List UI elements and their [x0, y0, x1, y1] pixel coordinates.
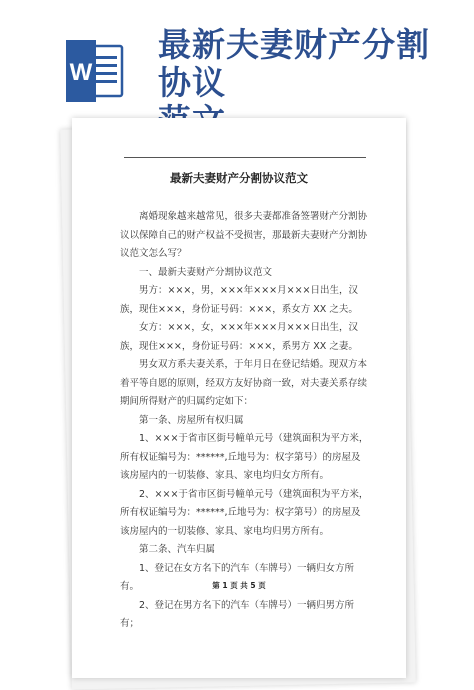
paragraph: 1、登记在女方名下的汽车（车牌号）一辆归女方所有。 — [120, 562, 355, 592]
paragraph: 女方：×××，女，×××年×××月×××日出生，汉族，现住×××，身份证号码：×××，系男方 XX 之妻。 — [120, 322, 359, 352]
paragraph: 男女双方系夫妻关系，于年月日在登记结婚。现双方本着平等自愿的原则，经双方友好协商一致，对夫妻关系存续期间所得财产的归属约定如下： — [120, 359, 368, 407]
word-icon — [66, 40, 124, 102]
paragraph: 第一条、房屋所有权归属 — [139, 414, 244, 426]
paragraph: 男方：×××，男，×××年×××月×××日出生，汉族，现住×××，身份证号码：×××，系女方 XX 之夫。 — [120, 285, 359, 315]
paragraph: 离婚现象越来越常见，很多夫妻都准备签署财产分割协议以保障自己的财产权益不受损害，那最新夫妻财产分割协议范文怎么写？ — [120, 211, 368, 259]
paragraph: 第二条、汽车归属 — [139, 544, 216, 555]
page-heading: 最新夫妻财产分割协议范文 — [170, 171, 308, 185]
page-number: 第 1 页 共 5 页 — [212, 581, 266, 590]
document-page — [72, 118, 406, 678]
header-rule — [124, 157, 366, 158]
paragraph: 2、×××于省市区街号幢单元号（建筑面积为平方米，所有权证编号为：******,丘地号为：权字第号）的房屋及该房屋内的一切装修、家具、家电均归男方所有。 — [120, 488, 369, 537]
paragraph: 一、最新夫妻财产分割协议范文 — [139, 266, 273, 278]
page-body — [120, 208, 370, 634]
document-title-line-1: 最新夫妻财产分割协议 — [158, 25, 430, 102]
header-banner — [0, 0, 474, 110]
paragraph: 1、×××于省市区街号幢单元号（建筑面积为平方米，所有权证编号为：******,丘地号为：权字第号）的房屋及该房屋内的一切装修、家具、家电均归女方所有。 — [120, 433, 369, 481]
word-icon-letter: W — [69, 59, 93, 86]
paragraph: 2、登记在男方名下的汽车（车牌号）一辆归男方所有； — [120, 599, 355, 629]
